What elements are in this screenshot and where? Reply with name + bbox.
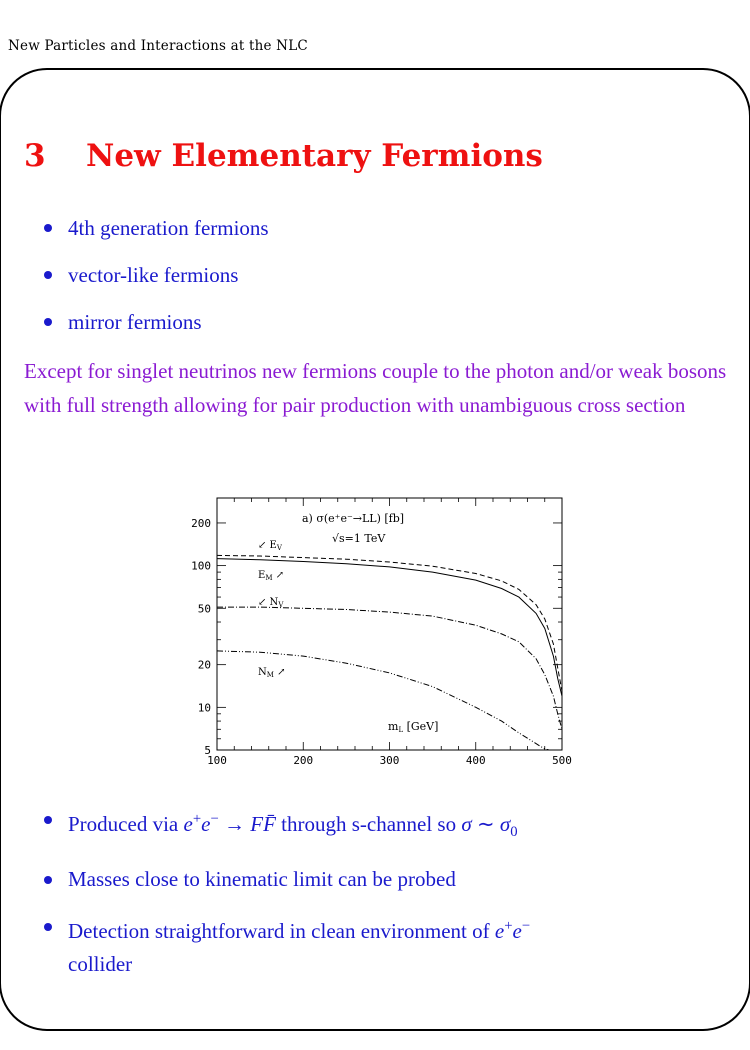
- x-axis-label: mL [GeV]: [388, 720, 439, 734]
- list-item: Masses close to kinematic limit can be probed: [44, 863, 684, 896]
- bullet-text: through s-channel so: [275, 812, 462, 836]
- list-item: [44, 910, 684, 981]
- series-label-sub: M: [266, 671, 274, 679]
- y-tick-label: 10: [197, 701, 211, 715]
- plot-frame: [217, 498, 562, 750]
- section-title: [24, 138, 543, 174]
- series-label-arrow: ↗: [273, 667, 286, 678]
- series-line-n-v: [217, 607, 562, 729]
- running-header: New Particles and Interactions at the NLC: [8, 38, 308, 54]
- fermion-type-list: [44, 214, 269, 355]
- series-label-sub: M: [265, 574, 273, 582]
- series-line-n-m: [217, 651, 549, 750]
- bullet-text: collider: [68, 952, 133, 977]
- list-item: mirror fermions: [44, 308, 269, 355]
- math-plus: +: [504, 918, 513, 935]
- series-label-main: ↙ E: [258, 540, 277, 551]
- series-label-main: N: [258, 667, 267, 678]
- x-tick-label: 500: [552, 754, 572, 767]
- list-item: [44, 803, 684, 849]
- math-e: e: [201, 812, 211, 836]
- math-fbar: F̄: [263, 812, 276, 836]
- chart-subtitle: √s=1 TeV: [332, 532, 386, 545]
- y-tick-label: 100: [191, 559, 211, 573]
- x-tick-label: 300: [379, 754, 400, 767]
- series-label: [258, 597, 284, 609]
- x-tick-label: 400: [465, 754, 486, 767]
- bullet-text: Produced via: [68, 812, 184, 836]
- bullet-text: Detection straightforward in clean environment of: [68, 919, 495, 944]
- list-item: 4th generation fermions: [44, 214, 269, 261]
- math-e: e: [494, 919, 505, 944]
- math-plus: +: [192, 811, 202, 827]
- series-label-arrow: ↗: [272, 570, 285, 581]
- x-axis-label-unit: [GeV]: [403, 720, 439, 733]
- series-label-sub: V: [276, 544, 282, 552]
- math-sigma0: σ: [499, 812, 511, 836]
- coupling-paragraph: Except for singlet neutrinos new fermions couple to the photon and/or weak bosons with full strength allowing for pair production with unambiguous cross section: [24, 359, 727, 417]
- properties-list: [44, 803, 684, 995]
- series-label-sub: V: [278, 601, 284, 609]
- section-number: 3: [24, 138, 46, 174]
- math-e: e: [183, 812, 193, 836]
- series-label: [258, 540, 283, 552]
- math-minus: −: [210, 811, 219, 827]
- y-tick-label: 200: [191, 516, 211, 530]
- series-label: [258, 570, 284, 582]
- chart-title: a) σ(e⁺e⁻→LL) [fb]: [302, 512, 405, 525]
- section-title-text: New Elementary Fermions: [86, 138, 543, 174]
- x-axis-label-sub: L: [398, 726, 404, 734]
- y-tick-label: 20: [197, 658, 211, 672]
- cross-section-plot: [180, 490, 580, 770]
- list-item: vector-like fermions: [44, 261, 269, 308]
- y-tick-label: 5: [204, 744, 211, 757]
- series-label-main: E: [258, 570, 266, 581]
- math-zero: 0: [510, 824, 518, 841]
- x-tick-label: 200: [293, 754, 314, 767]
- series-label: [258, 667, 285, 679]
- y-tick-label: 50: [197, 602, 211, 616]
- math-f: F: [250, 812, 264, 836]
- series-label-main: ↙ N: [258, 597, 279, 608]
- x-tick-label: 100: [207, 754, 227, 767]
- math-sigma: σ: [461, 812, 472, 836]
- math-arrow: →: [218, 812, 251, 836]
- math-minus: −: [521, 918, 531, 935]
- math-e: e: [512, 919, 522, 944]
- math-sim: ∼: [471, 812, 500, 836]
